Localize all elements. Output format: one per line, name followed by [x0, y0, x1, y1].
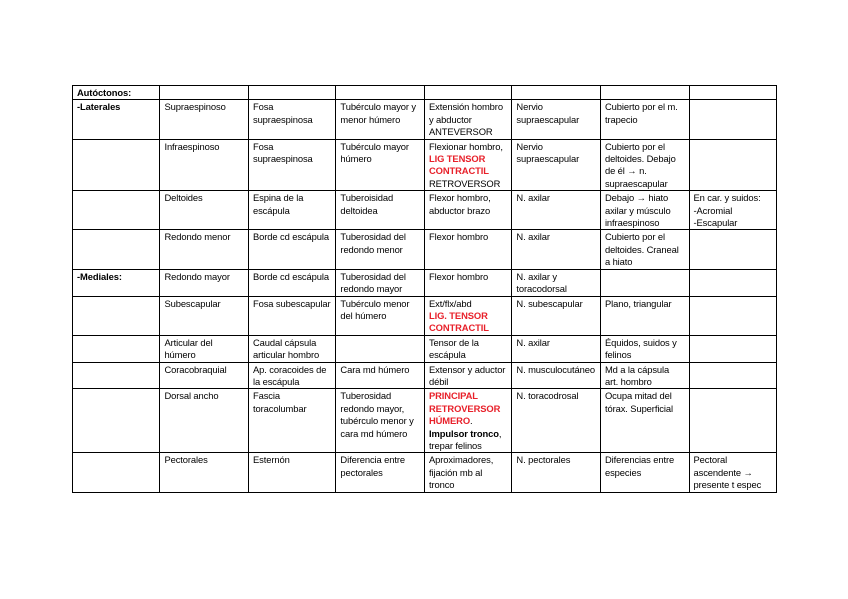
origin-cell: Fosa subescapular	[248, 296, 335, 335]
header-cell	[600, 86, 689, 100]
notes-cell: Équidos, suidos y felinos	[600, 335, 689, 362]
nerve-cell: N. pectorales	[512, 453, 601, 492]
table-row	[73, 335, 777, 362]
group-cell	[73, 191, 160, 230]
header-cell	[689, 86, 777, 100]
table-row	[73, 362, 777, 389]
extra-line: -Acromial	[693, 204, 733, 216]
table-row	[73, 453, 777, 492]
muscle-cell: Redondo mayor	[160, 269, 249, 296]
group-cell: -Mediales:	[73, 269, 160, 296]
extra-cell	[689, 191, 777, 230]
extra-cell	[689, 139, 777, 191]
insertion-cell: Tubérculo mayor y menor húmero	[336, 100, 425, 139]
notes-cell: Plano, triangular	[600, 296, 689, 335]
function-cell: Extensor y aductor débil	[424, 362, 511, 389]
origin-cell: Espina de la escápula	[248, 191, 335, 230]
table-row	[73, 191, 777, 230]
header-cell	[248, 86, 335, 100]
function-text: Ext/flx/abd	[428, 297, 472, 309]
extra-cell	[689, 230, 777, 269]
function-cell: Flexor hombro	[424, 230, 511, 269]
nerve-cell: N. axilar	[512, 335, 601, 362]
header-cell	[512, 86, 601, 100]
nerve-cell: N. axilar y toracodorsal	[512, 269, 601, 296]
function-punct: .	[470, 415, 473, 427]
insertion-cell: Tuberosidad redondo mayor, tubérculo menor y cara md húmero	[336, 389, 425, 453]
function-cell: Tensor de la escápula	[424, 335, 511, 362]
function-cell	[424, 139, 511, 191]
extra-line: En car. y suidos:	[693, 192, 761, 204]
notes-cell: Cubierto por el m. trapecio	[600, 100, 689, 139]
muscle-cell: Infraespinoso	[160, 139, 249, 191]
extra-cell: Pectoral ascendente → presente t espec	[689, 453, 777, 492]
nerve-cell: N. axilar	[512, 230, 601, 269]
muscle-cell: Subescapular	[160, 296, 249, 335]
group-cell	[73, 389, 160, 453]
nerve-cell: Nervio supraescapular	[512, 100, 601, 139]
function-highlight: LIG. TENSOR CONTRACTIL	[428, 309, 489, 334]
group-cell	[73, 453, 160, 492]
origin-cell: Fosa supraespinosa	[248, 139, 335, 191]
muscle-table	[72, 85, 777, 493]
insertion-cell: Tubérculo mayor húmero	[336, 139, 425, 191]
insertion-cell	[336, 335, 425, 362]
table-row	[73, 296, 777, 335]
function-cell	[424, 389, 511, 453]
muscle-cell: Coracobraquial	[160, 362, 249, 389]
insertion-cell: Tubérculo menor del húmero	[336, 296, 425, 335]
extra-line: -Escapular	[693, 217, 738, 229]
muscle-cell: Deltoides	[160, 191, 249, 230]
table-header-row	[73, 86, 777, 100]
function-text: Flexionar hombro,	[428, 140, 503, 152]
insertion-cell: Tuberosidad del redondo mayor	[336, 269, 425, 296]
table-row	[73, 389, 777, 453]
extra-cell	[689, 100, 777, 139]
group-cell	[73, 335, 160, 362]
header-cell	[336, 86, 425, 100]
function-cell	[424, 100, 511, 139]
group-cell: -Laterales	[73, 100, 160, 139]
function-text: trepar felinos	[428, 439, 482, 451]
table-row	[73, 100, 777, 139]
notes-cell	[600, 269, 689, 296]
function-cell: Flexor hombro, abductor brazo	[424, 191, 511, 230]
nerve-cell: N. musculocutáneo	[512, 362, 601, 389]
notes-cell: Cubierto por el deltoides. Craneal a hiato	[600, 230, 689, 269]
extra-cell	[689, 296, 777, 335]
group-cell	[73, 362, 160, 389]
function-role: ANTEVERSOR	[428, 126, 493, 138]
group-cell	[73, 230, 160, 269]
header-cell	[424, 86, 511, 100]
origin-cell: Borde cd escápula	[248, 269, 335, 296]
function-cell	[424, 296, 511, 335]
document-page	[72, 85, 777, 493]
notes-cell: Diferencias entre especies	[600, 453, 689, 492]
function-cell: Flexor hombro	[424, 269, 511, 296]
muscle-cell: Articular del húmero	[160, 335, 249, 362]
extra-cell	[689, 269, 777, 296]
extra-cell	[689, 335, 777, 362]
origin-cell: Fascia toracolumbar	[248, 389, 335, 453]
function-bold: Impulsor tronco	[428, 427, 499, 439]
notes-cell: Cubierto por el deltoides. Debajo de él → n. supraescapular	[600, 139, 689, 191]
origin-cell: Fosa supraespinosa	[248, 100, 335, 139]
nerve-cell: N. toracodrosal	[512, 389, 601, 453]
nerve-cell: Nervio supraescapular	[512, 139, 601, 191]
table-row	[73, 230, 777, 269]
muscle-cell: Redondo menor	[160, 230, 249, 269]
nerve-cell: N. subescapular	[512, 296, 601, 335]
insertion-cell: Cara md húmero	[336, 362, 425, 389]
function-punct: ,	[498, 427, 502, 439]
table-row	[73, 139, 777, 191]
notes-cell: Ocupa mitad del tórax. Superficial	[600, 389, 689, 453]
group-cell	[73, 296, 160, 335]
notes-cell: Debajo → hiato axilar y músculo infraespinoso	[600, 191, 689, 230]
nerve-cell: N. axilar	[512, 191, 601, 230]
muscle-cell: Supraespinoso	[160, 100, 249, 139]
function-highlight: PRINCIPAL RETROVERSOR HÚMERO	[428, 390, 501, 427]
origin-cell: Ap. coracoides de la escápula	[248, 362, 335, 389]
function-highlight: LIG TENSOR CONTRACTIL	[428, 153, 489, 177]
insertion-cell: Diferencia entre pectorales	[336, 453, 425, 492]
group-cell	[73, 139, 160, 191]
muscle-cell: Dorsal ancho	[160, 389, 249, 453]
function-text: Extensión hombro y abductor	[428, 101, 503, 125]
header-cell	[160, 86, 249, 100]
function-cell: Aproximadores, fijación mb al tronco	[424, 453, 511, 492]
extra-cell	[689, 389, 777, 453]
insertion-cell: Tuberosidad del redondo menor	[336, 230, 425, 269]
insertion-cell: Tuberoisidad deltoidea	[336, 191, 425, 230]
function-role: RETROVERSOR	[428, 177, 501, 189]
origin-cell: Borde cd escápula	[248, 230, 335, 269]
extra-cell	[689, 362, 777, 389]
header-cell-autoctonos: Autóctonos:	[73, 86, 160, 100]
table-row	[73, 269, 777, 296]
origin-cell: Esternón	[248, 453, 335, 492]
origin-cell: Caudal cápsula articular hombro	[248, 335, 335, 362]
notes-cell: Md a la cápsula art. hombro	[600, 362, 689, 389]
muscle-cell: Pectorales	[160, 453, 249, 492]
